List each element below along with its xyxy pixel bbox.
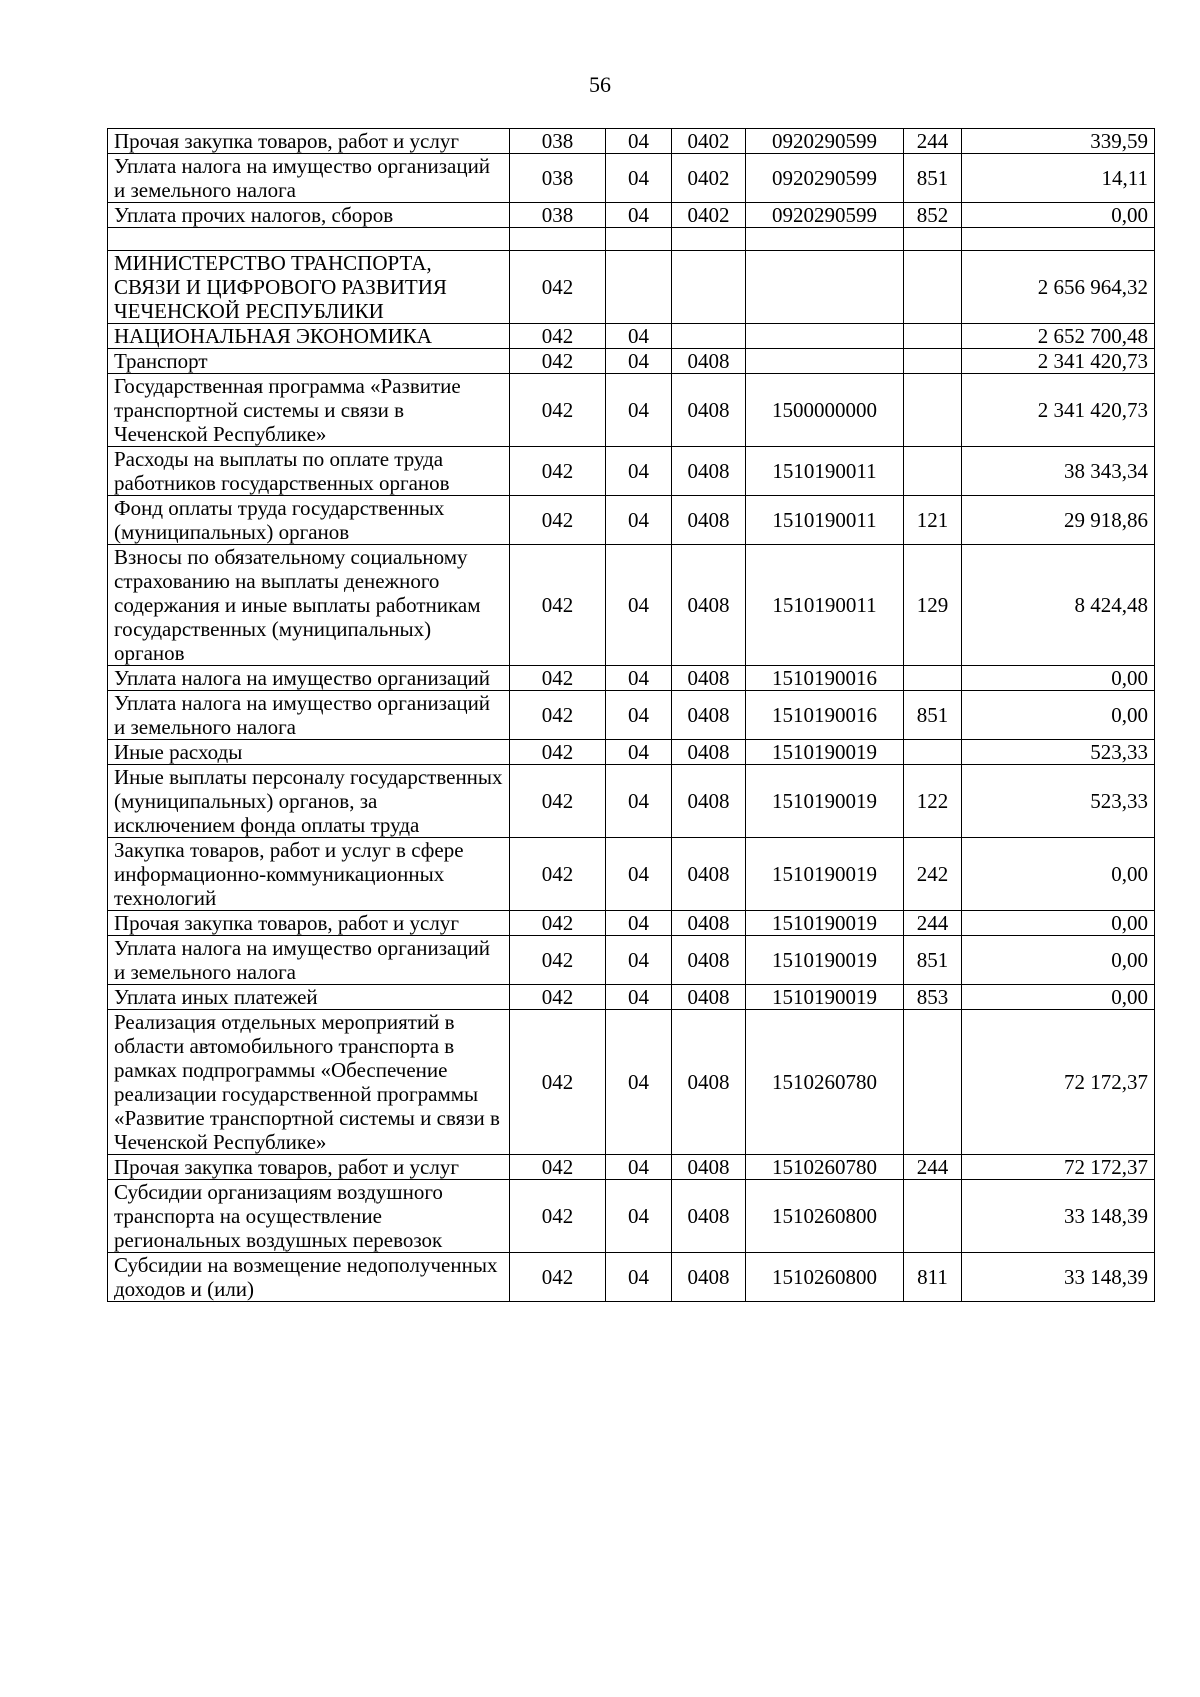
cell-section-code: 04 [606,691,672,740]
cell-ministry-code: 042 [510,1010,606,1155]
cell-name [108,228,510,251]
cell-expense-type-code [904,324,962,349]
cell-subsection-code: 0408 [672,1155,746,1180]
cell-amount: 0,00 [962,666,1155,691]
cell-section-code: 04 [606,666,672,691]
cell-target-code: 1510190016 [746,666,904,691]
cell-subsection-code: 0408 [672,349,746,374]
cell-ministry-code: 042 [510,765,606,838]
table-row [108,936,1155,985]
table-row [108,251,1155,324]
table-row [108,838,1155,911]
cell-amount: 2 341 420,73 [962,374,1155,447]
cell-name: Государственная программа «Развитие транспортной системы и связи в Чеченской Республике» [108,374,510,447]
cell-section-code: 04 [606,911,672,936]
cell-subsection-code: 0402 [672,129,746,154]
table-row [108,203,1155,228]
cell-target-code: 1510190019 [746,765,904,838]
cell-name: Уплата налога на имущество организаций и земельного налога [108,154,510,203]
table-row [108,154,1155,203]
cell-target-code: 1510260800 [746,1253,904,1302]
cell-subsection-code [672,228,746,251]
cell-ministry-code: 042 [510,349,606,374]
cell-section-code: 04 [606,1253,672,1302]
cell-subsection-code: 0408 [672,496,746,545]
cell-expense-type-code [904,228,962,251]
cell-amount: 0,00 [962,911,1155,936]
cell-section-code: 04 [606,374,672,447]
cell-name: Уплата налога на имущество организаций и земельного налога [108,936,510,985]
cell-subsection-code: 0408 [672,765,746,838]
cell-ministry-code: 042 [510,691,606,740]
cell-expense-type-code: 851 [904,691,962,740]
cell-subsection-code: 0408 [672,545,746,666]
table-row [108,985,1155,1010]
cell-name: Расходы на выплаты по оплате труда работников государственных органов [108,447,510,496]
table-row [108,129,1155,154]
cell-subsection-code: 0408 [672,911,746,936]
cell-ministry-code: 042 [510,496,606,545]
cell-expense-type-code: 244 [904,129,962,154]
table-row [108,1253,1155,1302]
cell-expense-type-code: 129 [904,545,962,666]
budget-table [107,128,1155,1302]
cell-section-code: 04 [606,324,672,349]
cell-target-code: 1510260780 [746,1155,904,1180]
cell-name: Прочая закупка товаров, работ и услуг [108,129,510,154]
cell-section-code: 04 [606,765,672,838]
cell-target-code: 1510190011 [746,496,904,545]
cell-ministry-code: 042 [510,985,606,1010]
table-row [108,740,1155,765]
cell-ministry-code: 042 [510,936,606,985]
cell-expense-type-code [904,1010,962,1155]
cell-subsection-code: 0402 [672,203,746,228]
cell-subsection-code: 0408 [672,447,746,496]
cell-name: Субсидии организациям воздушного транспорта на осуществление региональных воздушных перевозок [108,1180,510,1253]
cell-section-code: 04 [606,203,672,228]
cell-target-code [746,324,904,349]
table-row [108,1010,1155,1155]
cell-subsection-code [672,324,746,349]
cell-ministry-code: 038 [510,203,606,228]
cell-amount: 14,11 [962,154,1155,203]
cell-amount: 2 656 964,32 [962,251,1155,324]
table-row [108,765,1155,838]
cell-name: Иные расходы [108,740,510,765]
cell-section-code: 04 [606,1180,672,1253]
cell-name: Уплата налога на имущество организаций [108,666,510,691]
table-row [108,496,1155,545]
cell-expense-type-code: 851 [904,154,962,203]
cell-section-code: 04 [606,129,672,154]
cell-expense-type-code: 242 [904,838,962,911]
cell-expense-type-code [904,1180,962,1253]
cell-section-code: 04 [606,154,672,203]
cell-subsection-code: 0408 [672,666,746,691]
table-row [108,228,1155,251]
cell-name: Прочая закупка товаров, работ и услуг [108,1155,510,1180]
table-row [108,349,1155,374]
cell-target-code [746,349,904,374]
cell-target-code: 1510190016 [746,691,904,740]
cell-name: Уплата прочих налогов, сборов [108,203,510,228]
cell-name: Субсидии на возмещение недополученных доходов и (или) [108,1253,510,1302]
table-row [108,691,1155,740]
table-row [108,447,1155,496]
cell-expense-type-code [904,740,962,765]
cell-ministry-code: 042 [510,838,606,911]
page-number: 56 [589,72,611,97]
cell-expense-type-code: 853 [904,985,962,1010]
cell-name: Закупка товаров, работ и услуг в сфере информационно-коммуникационных технологий [108,838,510,911]
cell-name: Взносы по обязательному социальному страхованию на выплаты денежного содержания и иные выплаты работникам государственных (муниципальных) органов [108,545,510,666]
cell-target-code: 0920290599 [746,203,904,228]
budget-table-body [108,129,1155,1302]
cell-expense-type-code: 121 [904,496,962,545]
cell-section-code [606,251,672,324]
cell-ministry-code: 042 [510,740,606,765]
cell-subsection-code: 0408 [672,691,746,740]
cell-section-code: 04 [606,1155,672,1180]
cell-amount: 339,59 [962,129,1155,154]
cell-section-code: 04 [606,838,672,911]
cell-subsection-code: 0408 [672,1253,746,1302]
cell-ministry-code: 042 [510,324,606,349]
cell-section-code: 04 [606,447,672,496]
cell-section-code: 04 [606,985,672,1010]
cell-expense-type-code [904,251,962,324]
cell-expense-type-code [904,447,962,496]
cell-section-code: 04 [606,349,672,374]
cell-target-code: 1510190019 [746,911,904,936]
cell-subsection-code: 0408 [672,838,746,911]
cell-expense-type-code [904,666,962,691]
cell-target-code: 1510190019 [746,838,904,911]
cell-target-code [746,251,904,324]
cell-name: Уплата иных платежей [108,985,510,1010]
cell-amount: 2 341 420,73 [962,349,1155,374]
cell-expense-type-code: 852 [904,203,962,228]
cell-amount: 0,00 [962,838,1155,911]
table-row [108,666,1155,691]
cell-expense-type-code: 244 [904,1155,962,1180]
cell-subsection-code: 0402 [672,154,746,203]
cell-amount: 8 424,48 [962,545,1155,666]
cell-target-code: 1510190011 [746,447,904,496]
cell-amount: 72 172,37 [962,1010,1155,1155]
cell-ministry-code: 042 [510,911,606,936]
cell-name: НАЦИОНАЛЬНАЯ ЭКОНОМИКА [108,324,510,349]
cell-target-code: 0920290599 [746,154,904,203]
cell-amount: 0,00 [962,936,1155,985]
cell-amount: 523,33 [962,765,1155,838]
cell-subsection-code: 0408 [672,985,746,1010]
table-row [108,374,1155,447]
table-row [108,545,1155,666]
cell-amount: 0,00 [962,203,1155,228]
cell-target-code: 1510190019 [746,740,904,765]
cell-subsection-code: 0408 [672,1010,746,1155]
cell-target-code: 0920290599 [746,129,904,154]
cell-amount: 523,33 [962,740,1155,765]
cell-ministry-code: 042 [510,1180,606,1253]
cell-subsection-code [672,251,746,324]
cell-ministry-code: 042 [510,251,606,324]
cell-target-code: 1500000000 [746,374,904,447]
cell-ministry-code: 042 [510,666,606,691]
cell-expense-type-code [904,374,962,447]
cell-ministry-code: 042 [510,1155,606,1180]
cell-target-code: 1510190019 [746,936,904,985]
table-row [108,324,1155,349]
cell-amount: 2 652 700,48 [962,324,1155,349]
cell-ministry-code: 042 [510,447,606,496]
cell-name: МИНИСТЕРСТВО ТРАНСПОРТА, СВЯЗИ И ЦИФРОВОГО РАЗВИТИЯ ЧЕЧЕНСКОЙ РЕСПУБЛИКИ [108,251,510,324]
cell-section-code: 04 [606,1010,672,1155]
cell-target-code: 1510190019 [746,985,904,1010]
cell-amount: 29 918,86 [962,496,1155,545]
cell-subsection-code: 0408 [672,740,746,765]
cell-subsection-code: 0408 [672,374,746,447]
cell-subsection-code: 0408 [672,936,746,985]
cell-section-code: 04 [606,936,672,985]
cell-amount: 0,00 [962,691,1155,740]
cell-amount: 38 343,34 [962,447,1155,496]
cell-amount: 0,00 [962,985,1155,1010]
cell-ministry-code: 042 [510,374,606,447]
cell-name: Фонд оплаты труда государственных (муниципальных) органов [108,496,510,545]
cell-target-code: 1510260780 [746,1010,904,1155]
cell-ministry-code: 042 [510,1253,606,1302]
cell-ministry-code: 038 [510,154,606,203]
cell-expense-type-code: 122 [904,765,962,838]
cell-ministry-code: 038 [510,129,606,154]
cell-section-code: 04 [606,740,672,765]
table-row [108,1180,1155,1253]
cell-name: Прочая закупка товаров, работ и услуг [108,911,510,936]
cell-amount: 33 148,39 [962,1253,1155,1302]
cell-section-code: 04 [606,545,672,666]
table-row [108,1155,1155,1180]
cell-amount: 33 148,39 [962,1180,1155,1253]
cell-expense-type-code [904,349,962,374]
cell-section-code [606,228,672,251]
cell-name: Уплата налога на имущество организаций и земельного налога [108,691,510,740]
cell-amount: 72 172,37 [962,1155,1155,1180]
cell-name: Реализация отдельных мероприятий в области автомобильного транспорта в рамках подпрограммы «Обеспечение реализации государственной программы «Развитие транспортной системы и связи в Чеченской Республике» [108,1010,510,1155]
table-row [108,911,1155,936]
cell-target-code: 1510190011 [746,545,904,666]
cell-subsection-code: 0408 [672,1180,746,1253]
cell-target-code [746,228,904,251]
cell-section-code: 04 [606,496,672,545]
cell-name: Транспорт [108,349,510,374]
cell-expense-type-code: 811 [904,1253,962,1302]
cell-name: Иные выплаты персоналу государственных (муниципальных) органов, за исключением фонда оплаты труда [108,765,510,838]
cell-target-code: 1510260800 [746,1180,904,1253]
cell-ministry-code: 042 [510,545,606,666]
cell-expense-type-code: 244 [904,911,962,936]
cell-expense-type-code: 851 [904,936,962,985]
cell-ministry-code [510,228,606,251]
cell-amount [962,228,1155,251]
